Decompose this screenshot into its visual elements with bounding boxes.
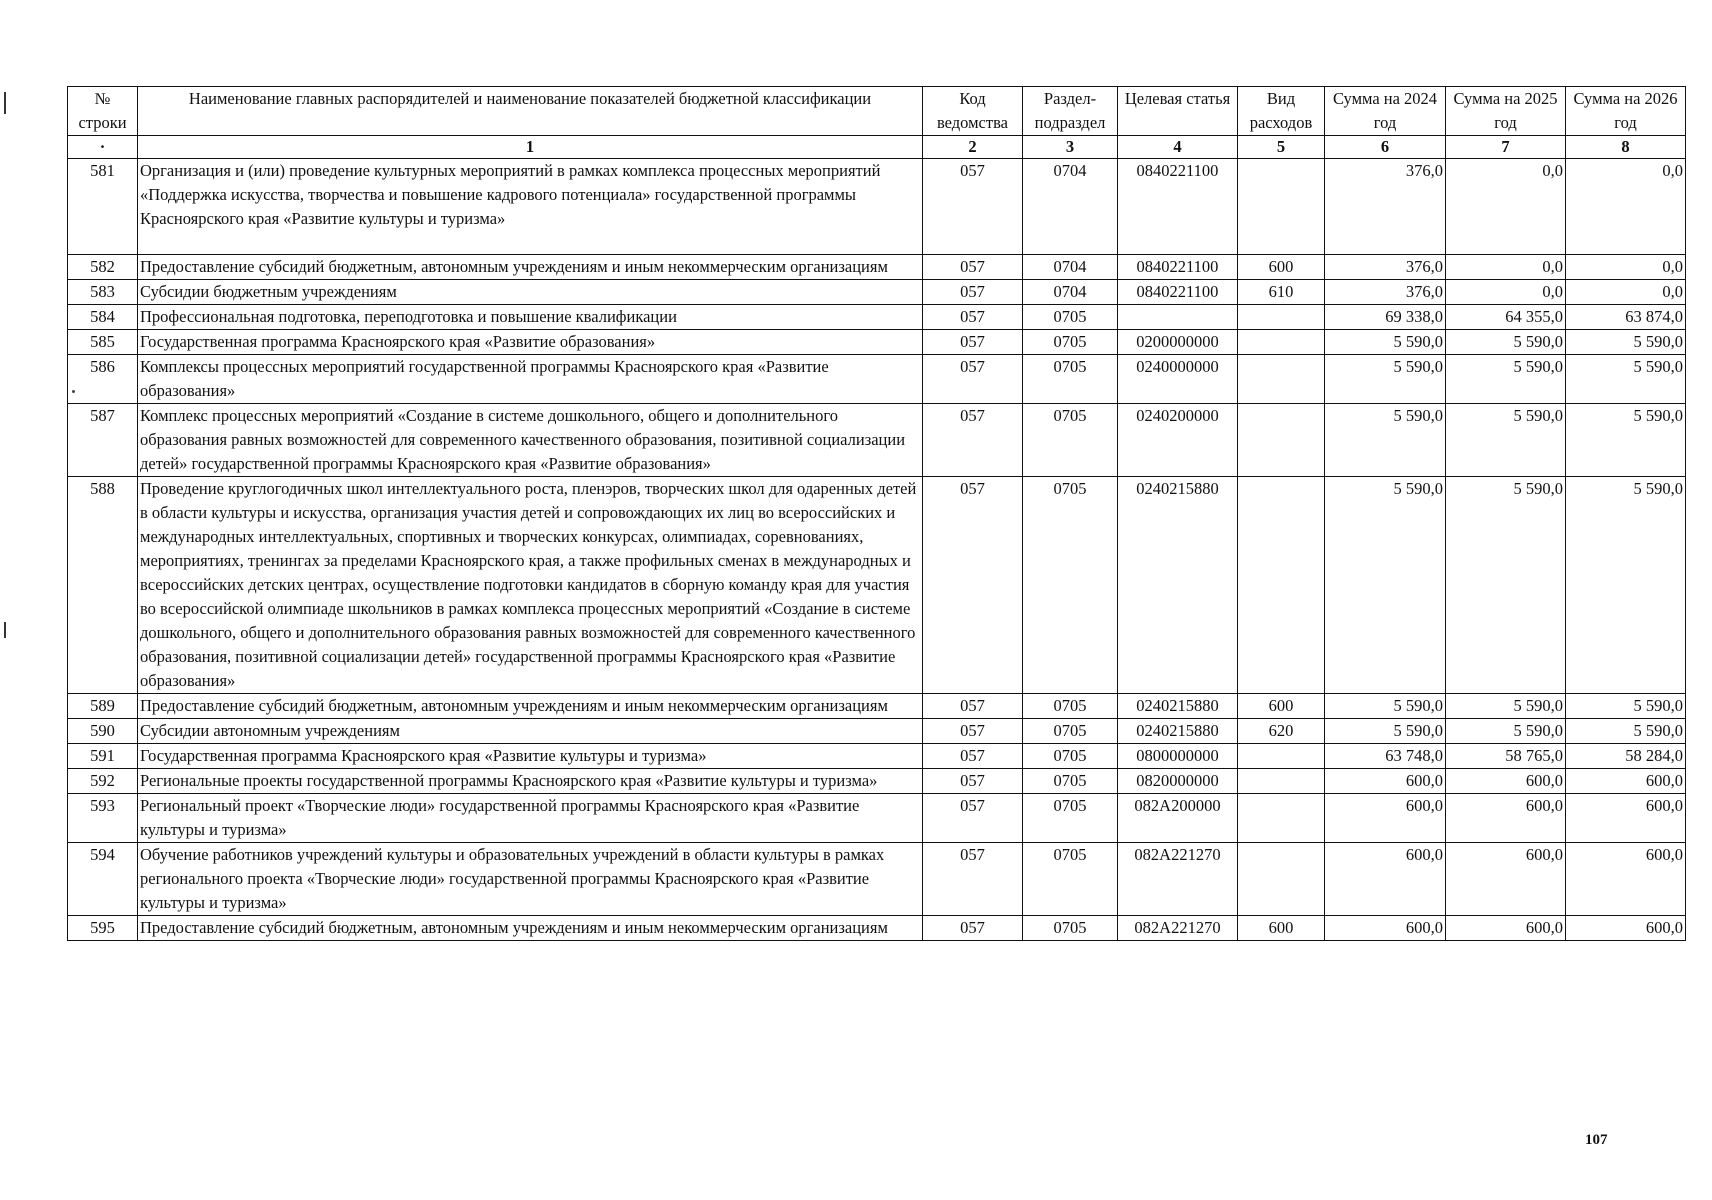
dept-code: 057	[923, 916, 1023, 941]
table-row	[68, 404, 1686, 477]
target-code: 082A200000	[1118, 794, 1238, 843]
sum-2026: 600,0	[1566, 843, 1686, 916]
expense-type: 600	[1238, 916, 1325, 941]
row-number: 591	[68, 744, 138, 769]
expense-type	[1238, 404, 1325, 477]
header-sum-2024: Сумма на 2024 год	[1325, 87, 1446, 136]
row-number: 582	[68, 255, 138, 280]
section-code: 0704	[1023, 280, 1118, 305]
target-code: 0240000000	[1118, 355, 1238, 404]
row-name: Предоставление субсидий бюджетным, автономным учреждениям и иным некоммерческим организациям	[138, 694, 923, 719]
expense-type	[1238, 769, 1325, 794]
sum-2025: 600,0	[1446, 843, 1566, 916]
sum-2026: 600,0	[1566, 916, 1686, 941]
row-name: Предоставление субсидий бюджетным, автономным учреждениям и иным некоммерческим организациям	[138, 916, 923, 941]
target-code: 0240200000	[1118, 404, 1238, 477]
sum-2026: 5 590,0	[1566, 477, 1686, 694]
row-number: 592	[68, 769, 138, 794]
section-code: 0705	[1023, 404, 1118, 477]
row-name: Предоставление субсидий бюджетным, автономным учреждениям и иным некоммерческим организациям	[138, 255, 923, 280]
header-name: Наименование главных распорядителей и наименование показателей бюджетной классификации	[138, 87, 923, 136]
sum-2025: 600,0	[1446, 769, 1566, 794]
sum-2025: 0,0	[1446, 280, 1566, 305]
budget-table	[67, 86, 1686, 941]
sum-2026: 58 284,0	[1566, 744, 1686, 769]
sum-2024: 63 748,0	[1325, 744, 1446, 769]
target-code: 0240215880	[1118, 719, 1238, 744]
section-code: 0705	[1023, 719, 1118, 744]
sum-2024: 5 590,0	[1325, 404, 1446, 477]
table-row	[68, 794, 1686, 843]
table-row	[68, 769, 1686, 794]
row-name: Комплекс процессных мероприятий «Создание в системе дошкольного, общего и дополнительного образования равных возможностей для современного качественного образования, позитивной социализации детей» государственной программы Красноярского края «Развитие образования»	[138, 404, 923, 477]
sum-2025: 0,0	[1446, 255, 1566, 280]
column-number: 2	[923, 136, 1023, 159]
target-code: 0840221100	[1118, 255, 1238, 280]
expense-type	[1238, 305, 1325, 330]
row-number: 585	[68, 330, 138, 355]
sum-2025: 5 590,0	[1446, 719, 1566, 744]
section-code: 0705	[1023, 694, 1118, 719]
table-row	[68, 843, 1686, 916]
row-number: 593	[68, 794, 138, 843]
row-name: Региональный проект «Творческие люди» государственной программы Красноярского края «Развитие культуры и туризма»	[138, 794, 923, 843]
table-row	[68, 694, 1686, 719]
dept-code: 057	[923, 330, 1023, 355]
section-code: 0705	[1023, 843, 1118, 916]
section-code: 0705	[1023, 477, 1118, 694]
target-code: 0200000000	[1118, 330, 1238, 355]
section-code: 0704	[1023, 255, 1118, 280]
section-code: 0704	[1023, 159, 1118, 255]
sum-2024: 5 590,0	[1325, 477, 1446, 694]
target-code: 0840221100	[1118, 280, 1238, 305]
expense-type	[1238, 843, 1325, 916]
section-code: 0705	[1023, 794, 1118, 843]
expense-type	[1238, 159, 1325, 255]
dept-code: 057	[923, 404, 1023, 477]
header-target-item: Целевая статья	[1118, 87, 1238, 136]
row-name: Государственная программа Красноярского края «Развитие культуры и туризма»	[138, 744, 923, 769]
dept-code: 057	[923, 794, 1023, 843]
expense-type: 600	[1238, 255, 1325, 280]
column-number: 3	[1023, 136, 1118, 159]
sum-2024: 5 590,0	[1325, 355, 1446, 404]
target-code: 0820000000	[1118, 769, 1238, 794]
table-row	[68, 159, 1686, 255]
dept-code: 057	[923, 280, 1023, 305]
header-dept-code: Код ведомства	[923, 87, 1023, 136]
table-row	[68, 477, 1686, 694]
expense-type	[1238, 794, 1325, 843]
row-number: 581	[68, 159, 138, 255]
expense-type	[1238, 355, 1325, 404]
sum-2024: 600,0	[1325, 794, 1446, 843]
row-number: 587	[68, 404, 138, 477]
section-code: 0705	[1023, 769, 1118, 794]
table-row	[68, 280, 1686, 305]
header-row-number: № строки	[68, 87, 138, 136]
sum-2024: 600,0	[1325, 769, 1446, 794]
sum-2024: 69 338,0	[1325, 305, 1446, 330]
row-name: Организация и (или) проведение культурных мероприятий в рамках комплекса процессных мероприятий «Поддержка искусства, творчества и повышение кадрового потенциала» государственной программы Красноярского края «Развитие культуры и туризма»	[138, 159, 923, 255]
sum-2024: 376,0	[1325, 280, 1446, 305]
sum-2025: 5 590,0	[1446, 404, 1566, 477]
sum-2026: 600,0	[1566, 769, 1686, 794]
row-name: Государственная программа Красноярского края «Развитие образования»	[138, 330, 923, 355]
dept-code: 057	[923, 843, 1023, 916]
scan-margin-mark	[4, 622, 6, 638]
row-number: 584	[68, 305, 138, 330]
expense-type: 610	[1238, 280, 1325, 305]
column-number: ·	[68, 136, 138, 159]
sum-2026: 5 590,0	[1566, 404, 1686, 477]
sum-2026: 0,0	[1566, 159, 1686, 255]
sum-2025: 600,0	[1446, 794, 1566, 843]
scan-margin-mark	[4, 92, 6, 114]
sum-2025: 5 590,0	[1446, 694, 1566, 719]
dept-code: 057	[923, 477, 1023, 694]
page-number: 107	[1585, 1132, 1608, 1148]
table-row	[68, 916, 1686, 941]
sum-2025: 0,0	[1446, 159, 1566, 255]
sum-2026: 0,0	[1566, 255, 1686, 280]
expense-type: 620	[1238, 719, 1325, 744]
header-expense-type: Вид расходов	[1238, 87, 1325, 136]
table-row	[68, 305, 1686, 330]
header-row	[68, 87, 1686, 136]
table-row	[68, 719, 1686, 744]
header-section: Раздел-подраздел	[1023, 87, 1118, 136]
column-number: 7	[1446, 136, 1566, 159]
row-number: 595	[68, 916, 138, 941]
row-name: Профессиональная подготовка, переподготовка и повышение квалификации	[138, 305, 923, 330]
dept-code: 057	[923, 694, 1023, 719]
section-code: 0705	[1023, 355, 1118, 404]
target-code	[1118, 305, 1238, 330]
row-name: Комплексы процессных мероприятий государственной программы Красноярского края «Развитие образования»	[138, 355, 923, 404]
sum-2026: 5 590,0	[1566, 719, 1686, 744]
sum-2024: 5 590,0	[1325, 694, 1446, 719]
row-name: Проведение круглогодичных школ интеллектуального роста, пленэров, творческих школ для одаренных детей в области культуры и искусства, организация участия детей и сопровождающих их лиц во всероссийских и международных интеллектуальных, спортивных и творческих конкурсах, олимпиадах, соревнованиях, мероприятиях, тренингах за пределами Красноярского края, а также профильных сменах в международных и всероссийских детских центрах, осуществление подготовки кандидатов в сборную команду края для участия во всероссийской олимпиаде школьников в рамках комплекса процессных мероприятий «Создание в системе дошкольного, общего и дополнительного образования равных возможностей для современного качественного образования, позитивной социализации детей» государственной программы Красноярского края «Развитие образования»	[138, 477, 923, 694]
expense-type	[1238, 477, 1325, 694]
expense-type	[1238, 744, 1325, 769]
sum-2025: 5 590,0	[1446, 355, 1566, 404]
row-number: 583	[68, 280, 138, 305]
sum-2026: 5 590,0	[1566, 355, 1686, 404]
sum-2026: 600,0	[1566, 794, 1686, 843]
table-row	[68, 330, 1686, 355]
sum-2024: 600,0	[1325, 916, 1446, 941]
target-code: 0240215880	[1118, 694, 1238, 719]
sum-2025: 64 355,0	[1446, 305, 1566, 330]
row-number: 588	[68, 477, 138, 694]
target-code: 0240215880	[1118, 477, 1238, 694]
sum-2024: 376,0	[1325, 159, 1446, 255]
sum-2024: 5 590,0	[1325, 719, 1446, 744]
column-number-row	[68, 136, 1686, 159]
dept-code: 057	[923, 305, 1023, 330]
sum-2026: 5 590,0	[1566, 694, 1686, 719]
row-number: 586	[68, 355, 138, 404]
sum-2024: 5 590,0	[1325, 330, 1446, 355]
dept-code: 057	[923, 159, 1023, 255]
dept-code: 057	[923, 744, 1023, 769]
section-code: 0705	[1023, 330, 1118, 355]
table-row	[68, 255, 1686, 280]
expense-type	[1238, 330, 1325, 355]
column-number: 4	[1118, 136, 1238, 159]
column-number: 1	[138, 136, 923, 159]
target-code: 0840221100	[1118, 159, 1238, 255]
section-code: 0705	[1023, 305, 1118, 330]
dept-code: 057	[923, 769, 1023, 794]
sum-2025: 5 590,0	[1446, 330, 1566, 355]
section-code: 0705	[1023, 744, 1118, 769]
dept-code: 057	[923, 255, 1023, 280]
table-row	[68, 744, 1686, 769]
header-sum-2026: Сумма на 2026 год	[1566, 87, 1686, 136]
column-number: 8	[1566, 136, 1686, 159]
sum-2025: 58 765,0	[1446, 744, 1566, 769]
expense-type: 600	[1238, 694, 1325, 719]
section-code: 0705	[1023, 916, 1118, 941]
row-name: Региональные проекты государственной программы Красноярского края «Развитие культуры и туризма»	[138, 769, 923, 794]
target-code: 0800000000	[1118, 744, 1238, 769]
column-number: 6	[1325, 136, 1446, 159]
row-number: 594	[68, 843, 138, 916]
row-name: Субсидии бюджетным учреждениям	[138, 280, 923, 305]
dept-code: 057	[923, 719, 1023, 744]
dept-code: 057	[923, 355, 1023, 404]
column-number: 5	[1238, 136, 1325, 159]
row-number: 589	[68, 694, 138, 719]
target-code: 082A221270	[1118, 843, 1238, 916]
sum-2025: 5 590,0	[1446, 477, 1566, 694]
target-code: 082A221270	[1118, 916, 1238, 941]
sum-2025: 600,0	[1446, 916, 1566, 941]
row-name: Субсидии автономным учреждениям	[138, 719, 923, 744]
sum-2026: 0,0	[1566, 280, 1686, 305]
sum-2024: 376,0	[1325, 255, 1446, 280]
header-sum-2025: Сумма на 2025 год	[1446, 87, 1566, 136]
sum-2026: 5 590,0	[1566, 330, 1686, 355]
row-name: Обучение работников учреждений культуры и образовательных учреждений в области культуры в рамках регионального проекта «Творческие люди» государственной программы Красноярского края «Развитие культуры и туризма»	[138, 843, 923, 916]
sum-2024: 600,0	[1325, 843, 1446, 916]
table-row	[68, 355, 1686, 404]
sum-2026: 63 874,0	[1566, 305, 1686, 330]
row-number: 590	[68, 719, 138, 744]
